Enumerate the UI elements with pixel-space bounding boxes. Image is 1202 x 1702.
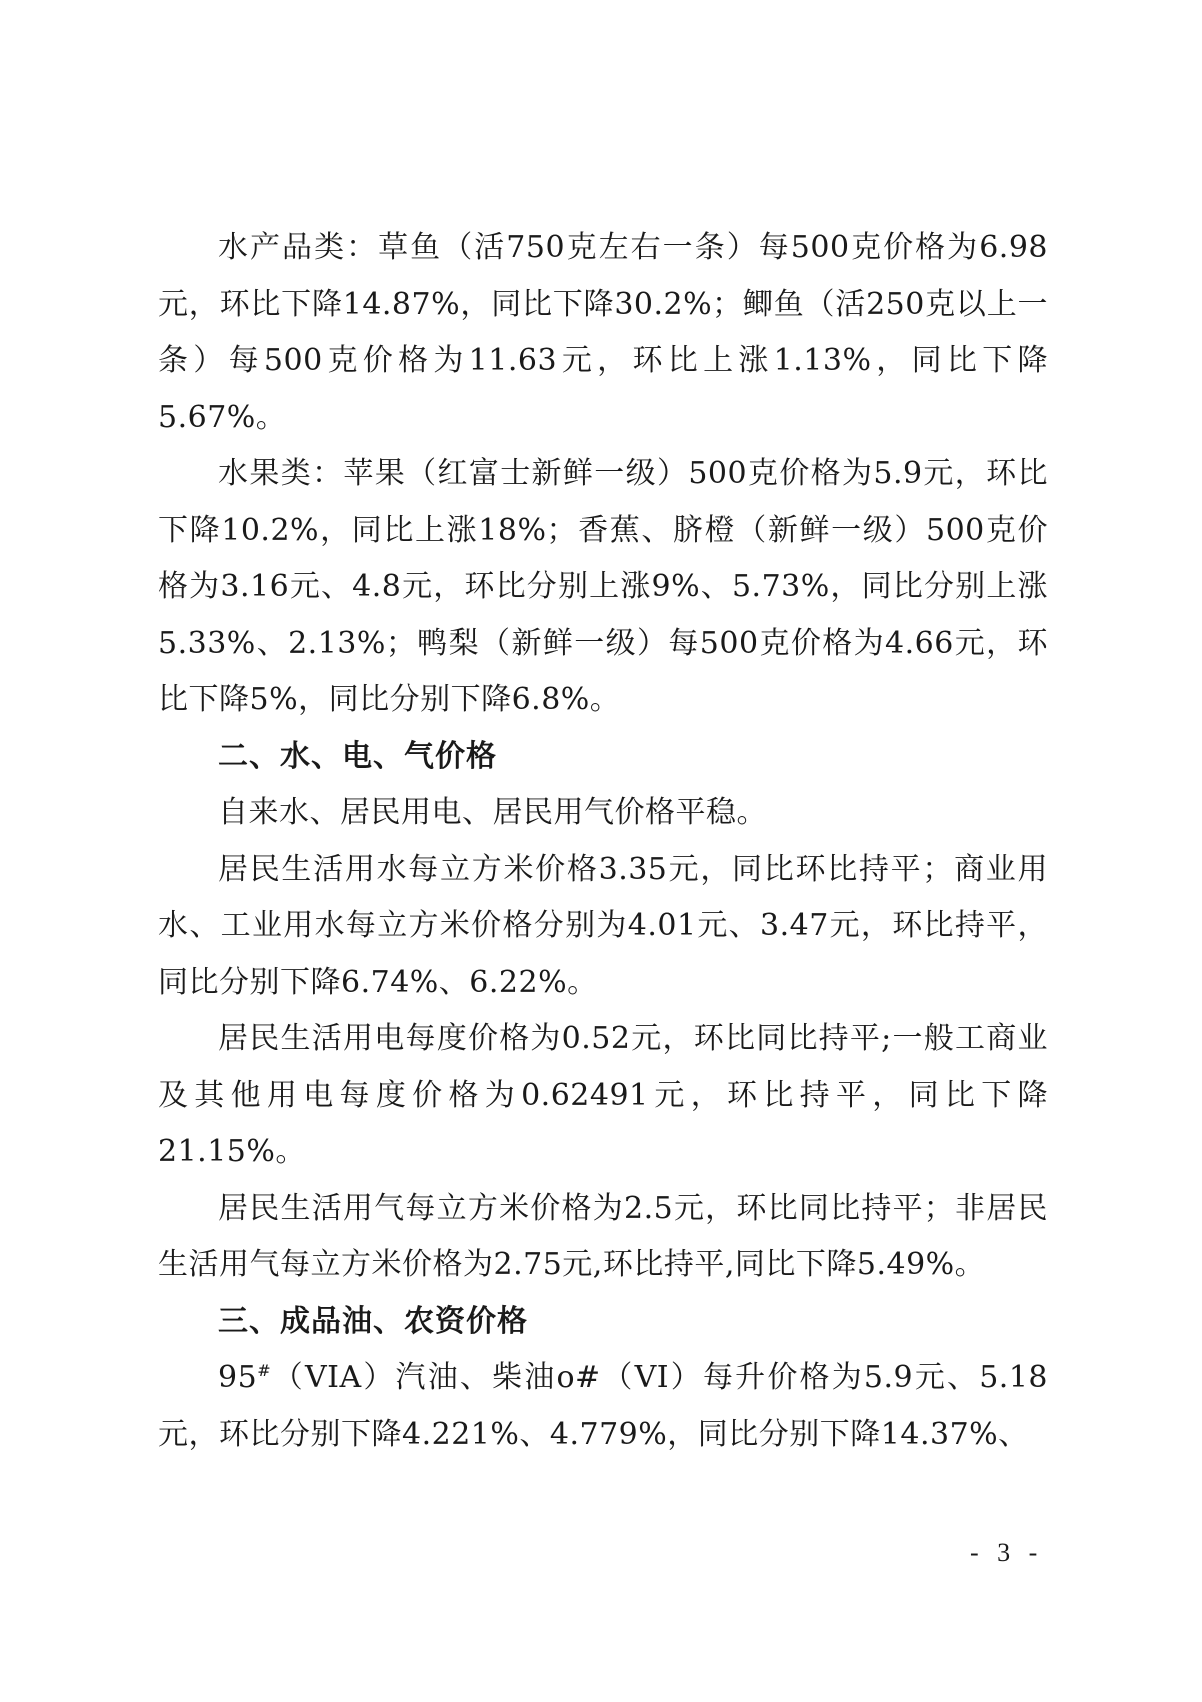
paragraph-fruit: 水果类：苹果（红富士新鲜一级）500克价格为5.9元，环比下降10.2%，同比上涨18%；香蕉、脐橙（新鲜一级）500克价格为3.16元、4.8元，环比分别上涨9%、5.73%，同比分别上涨5.33%、2.13%；鸭梨（新鲜一级）每500克价格为4.66元，环比下降5%，同比分别下降6.8%。 — [158, 456, 1048, 717]
fuel-grade-superscript: # — [257, 1361, 272, 1380]
paragraph-fuel-price — [158, 1350, 1048, 1463]
paragraph-water-price: 居民生活用水每立方米价格3.35元，同比环比持平；商业用水、工业用水每立方米价格分别为4.01元、3.47元，环比持平，同比分别下降6.74%、6.22%。 — [158, 851, 1048, 1000]
document-body — [158, 220, 1048, 1463]
paragraph-gas-price: 居民生活用气每立方米价格为2.5元，环比同比持平；非居民生活用气每立方米价格为2.75元,环比持平,同比下降5.49%。 — [158, 1190, 1048, 1282]
section-heading-utilities: 二、水、电、气价格 — [218, 738, 497, 774]
paragraph-aquatic-products: 水产品类：草鱼（活750克左右一条）每500克价格为6.98元，环比下降14.87%，同比下降30.2%；鲫鱼（活250克以上一条）每500克价格为11.63元，环比上涨1.13%，同比下降5.67%。 — [158, 230, 1048, 435]
paragraph-electricity-price: 居民生活用电每度价格为0.52元，环比同比持平;一般工商业及其他用电每度价格为0.62491元，环比持平，同比下降21.15%。 — [158, 1021, 1048, 1169]
fuel-grade: 95 — [218, 1360, 258, 1395]
section-heading-fuel: 三、成品油、农资价格 — [218, 1303, 528, 1339]
fuel-price-text: （VIA）汽油、柴油o#（VI）每升价格为5.9元、5.18元，环比分别下降4.221%、4.779%，同比分别下降14.37%、 — [158, 1360, 1048, 1452]
page-number: - 3 - — [970, 1538, 1044, 1567]
paragraph-utilities-summary: 自来水、居民用电、居民用气价格平稳。 — [218, 795, 767, 830]
